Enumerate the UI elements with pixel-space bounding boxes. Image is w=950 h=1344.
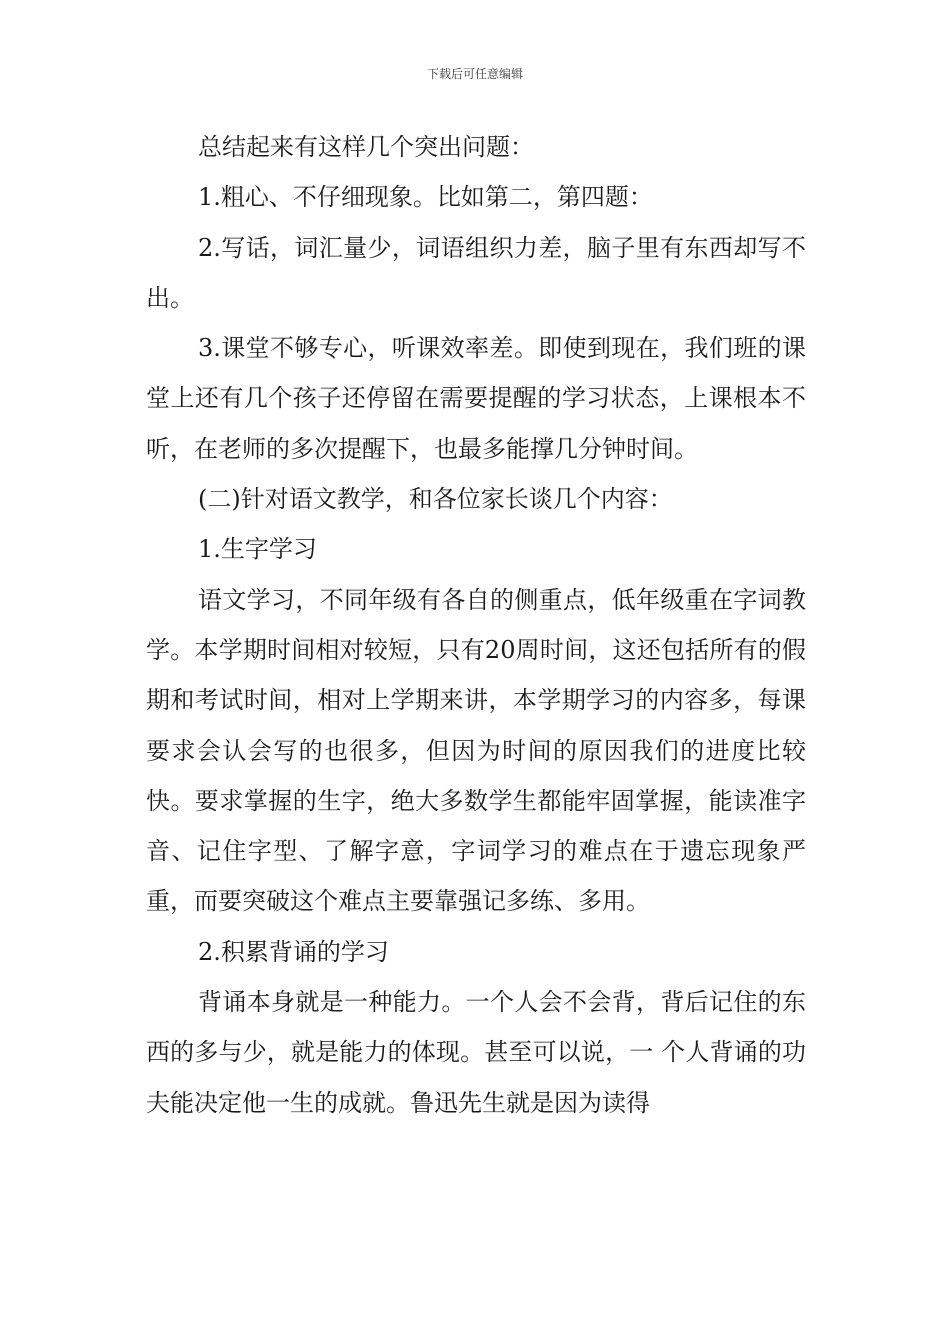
paragraph-problem-2: 2.写话，词汇量少，词语组织力差，脑子里有东西却写不出。 [146, 233, 806, 312]
section-heading-chinese-teaching: (二)针对语文教学，和各位家长谈几个内容： [198, 485, 673, 514]
paragraph-problem-3: 3.课堂不够专心，听课效率差。即使到现在，我们班的课堂上还有几个孩子还停留在需要提醒的学习状态，上课根本不听，在老师的多次提醒下，也最多能撑几分钟时间。 [146, 334, 806, 463]
subheading-recitation: 2.积累背诵的学习 [198, 937, 389, 966]
paragraph-summary-intro: 总结起来有这样几个突出问题： [198, 133, 534, 161]
page-header-note: 下载后可任意编辑 [426, 67, 523, 81]
paragraph-problem-1: 1.粗心、不仔细现象。比如第二，第四题： [198, 183, 653, 212]
paragraph-character-learning: 语文学习，不同年级有各自的侧重点，低年级重在字词教学。本学期时间相对较短，只有20周时间，这还包括所有的假期和考试时间，相对上学期来讲，本学期学习的内容多，每课要求会认会写的也很多，但因为时间的原因我们的进度比较快。要求掌握的生字，绝大多数学生都能牢固掌握，能读准字音、记住字型、了解字意，字词学习的难点在于遗忘现象严重，而要突破这个难点主要靠强记多练、多用。 [146, 585, 806, 916]
document-body [146, 122, 806, 1128]
paragraph-recitation: 背诵本身就是一种能力。一个人会不会背，背后记住的东西的多与少，就是能力的体现。甚至可以说，一 个人背诵的功夫能决定他一生的成就。鲁迅先生就是因为读得 [146, 988, 806, 1117]
subheading-character-learning: 1.生字学习 [198, 535, 317, 564]
